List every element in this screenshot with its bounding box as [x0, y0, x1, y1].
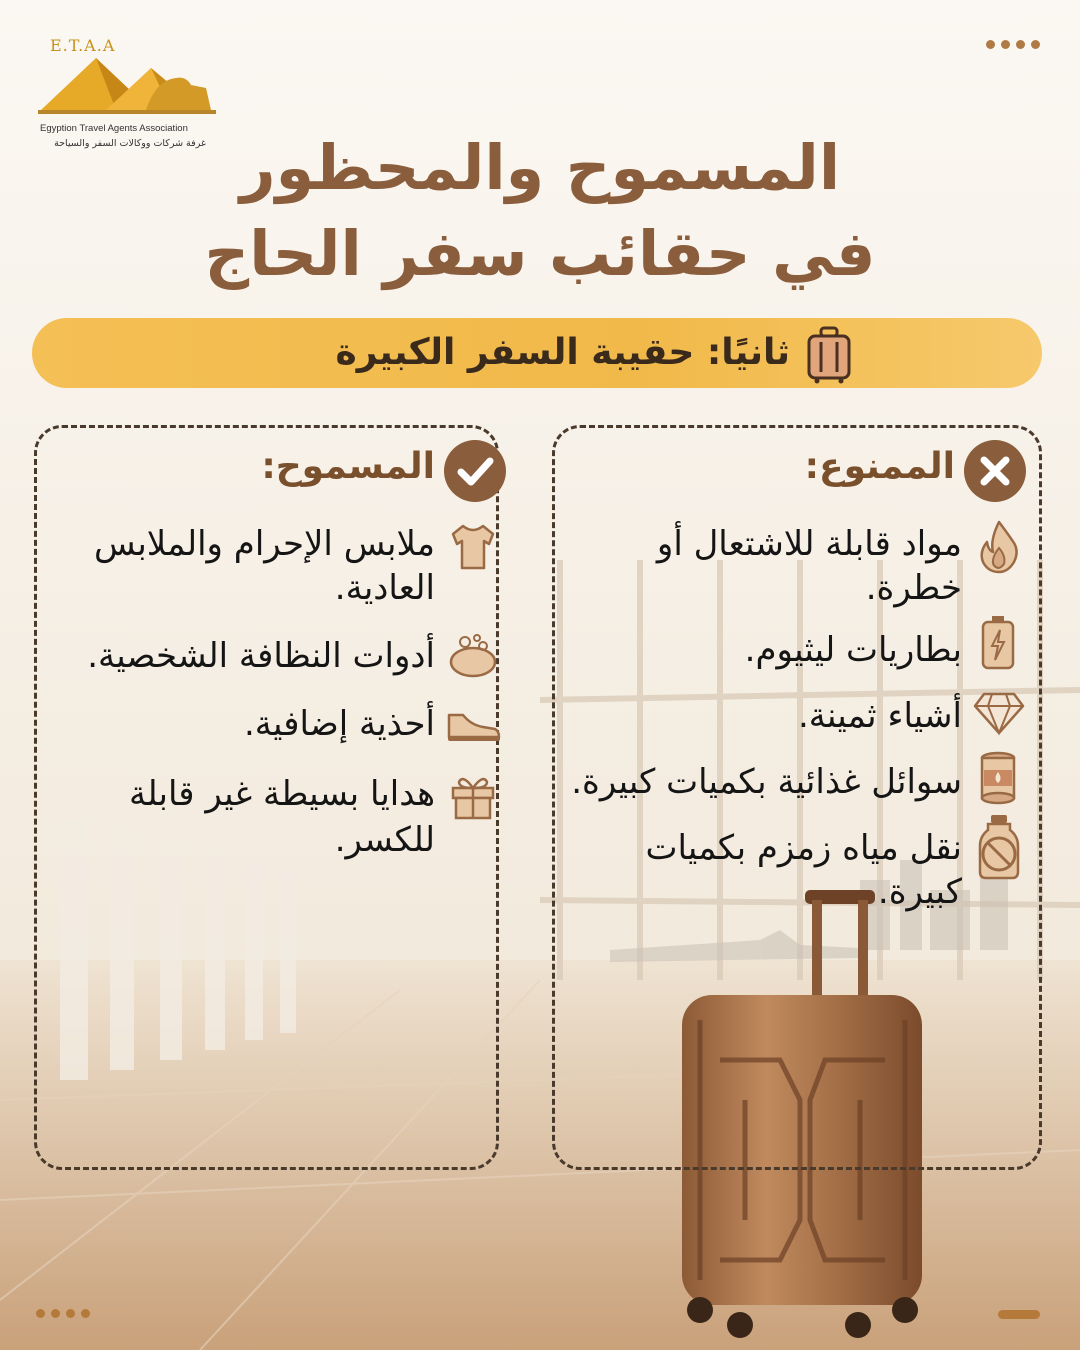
- allowed-item-3: أحذية إضافية.: [243, 704, 435, 744]
- section-banner-text: ثانيًا: حقيبة السفر الكبيرة: [335, 332, 790, 373]
- x-icon: [964, 440, 1026, 502]
- check-icon: [444, 440, 506, 502]
- no-water-bottle-icon: [974, 812, 1024, 882]
- allowed-item-4-line2: للكسر.: [334, 820, 435, 860]
- allowed-heading: المسموح:: [261, 446, 435, 487]
- allowed-item-1-line1: ملابس الإحرام والملابس: [93, 524, 435, 564]
- food-can-icon: [978, 750, 1018, 806]
- gift-icon: [447, 770, 499, 822]
- forbidden-heading: الممنوع:: [804, 446, 955, 487]
- logo-abbreviation: E.T.A.A: [50, 36, 116, 55]
- decorative-dots-top: [986, 40, 1040, 49]
- decorative-dots-bottom: [36, 1309, 90, 1318]
- soap-icon: [447, 630, 499, 682]
- forbidden-item-1-line2: خطرة.: [865, 568, 962, 608]
- logo-name-english: Egyption Travel Agents Association: [40, 123, 188, 134]
- forbidden-item-3: أشياء ثمينة.: [797, 696, 962, 736]
- page-title-line1: المسموح والمحظور: [239, 131, 841, 204]
- logo-name-arabic: غرفة شركات ووكالات السفر والسياحة: [54, 138, 206, 149]
- suitcase-icon: [805, 326, 853, 384]
- shoe-icon: [445, 705, 501, 745]
- decorative-dash-bottom: [998, 1310, 1040, 1319]
- diamond-icon: [972, 690, 1026, 736]
- allowed-item-2: أدوات النظافة الشخصية.: [87, 636, 435, 676]
- forbidden-item-4: سوائل غذائية بكميات كبيرة.: [571, 762, 962, 802]
- tshirt-icon: [447, 520, 499, 572]
- battery-icon: [980, 614, 1016, 672]
- allowed-item-4-line1: هدايا بسيطة غير قابلة: [129, 774, 435, 814]
- forbidden-item-1-line1: مواد قابلة للاشتعال أو: [656, 524, 962, 564]
- forbidden-item-2: بطاريات ليثيوم.: [744, 630, 962, 670]
- page-title-line2: في حقائب سفر الحاج: [204, 217, 876, 290]
- allowed-item-1-line2: العادية.: [334, 568, 435, 608]
- fire-icon: [974, 518, 1024, 574]
- forbidden-item-5: نقل مياه زمزم بكميات كبيرة.: [645, 828, 962, 912]
